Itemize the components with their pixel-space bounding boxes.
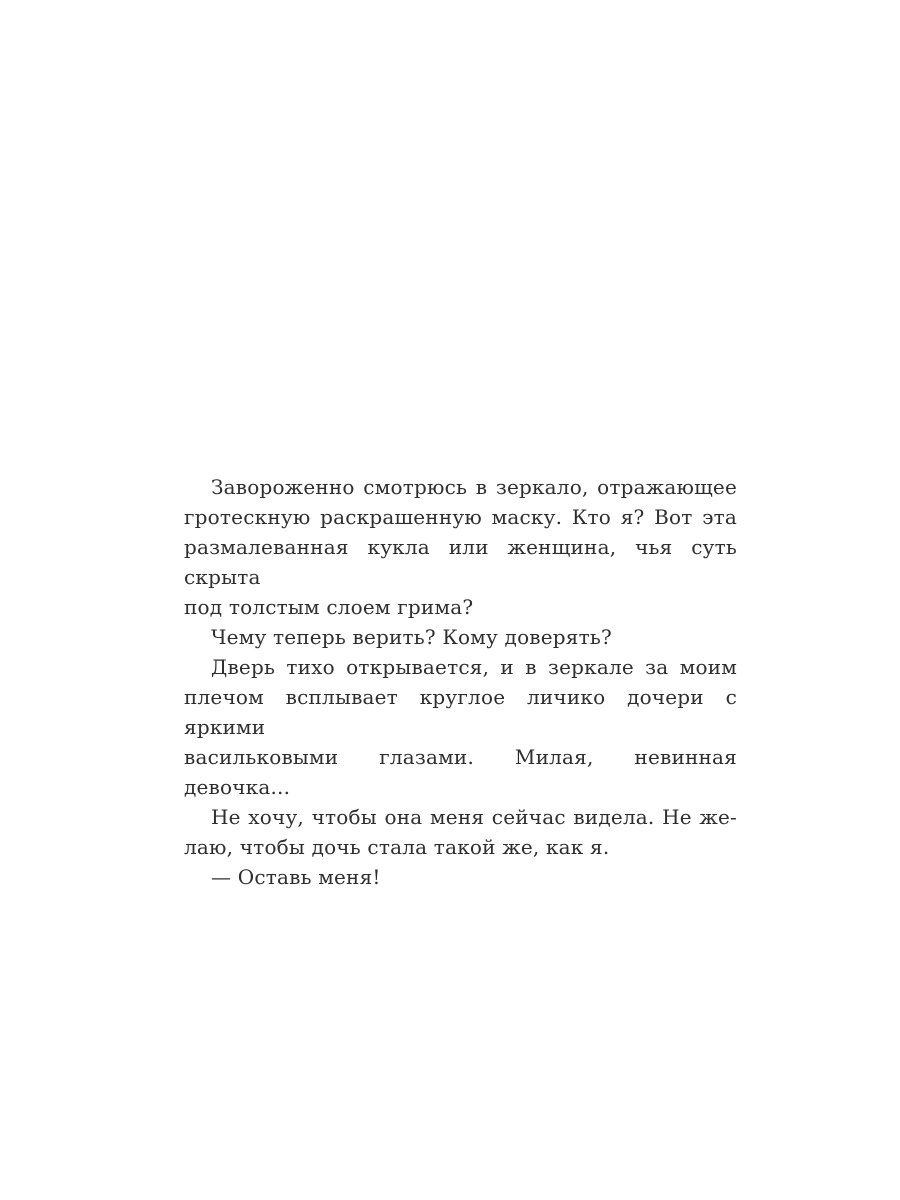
text-line: Не хочу, чтобы она меня сейчас видела. Не же- bbox=[211, 805, 737, 829]
text-line: Завороженно смотрюсь в зеркало, отражающее bbox=[211, 475, 737, 499]
text-line: васильковыми глазами. Милая, невинная девочка... bbox=[184, 745, 737, 799]
text-line: гротескную раскрашенную маску. Кто я? Вот эта bbox=[184, 505, 737, 529]
text-line: Дверь тихо открывается, и в зеркале за моим bbox=[211, 655, 737, 679]
text-line: размалеванная кукла или женщина, чья суть скрыта bbox=[184, 535, 737, 589]
text-line: плечом всплывает круглое личико дочери с яркими bbox=[184, 685, 737, 739]
text-block bbox=[184, 472, 737, 892]
text-line: под толстым слоем грима? bbox=[184, 595, 474, 619]
text-line: лаю, чтобы дочь стала такой же, как я. bbox=[184, 835, 610, 859]
text-line: — Оставь меня! bbox=[211, 865, 381, 889]
text-line: Чему теперь верить? Кому доверять? bbox=[211, 625, 612, 649]
